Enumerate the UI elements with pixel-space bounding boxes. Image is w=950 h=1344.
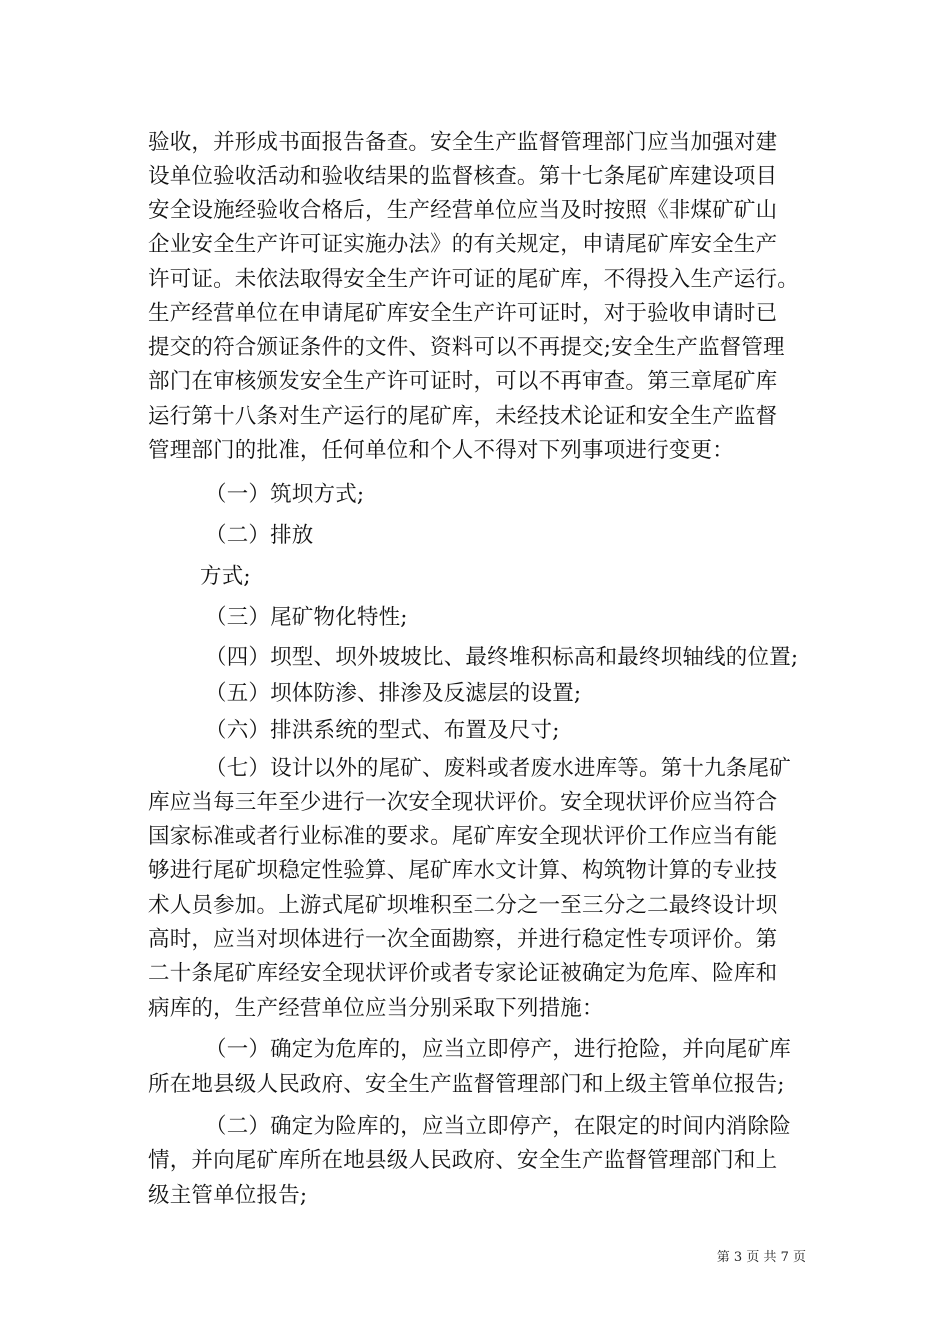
text-line: 设单位验收活动和验收结果的监督核查。第十七条尾矿库建设项目 bbox=[148, 164, 778, 189]
list-item: （一）确定为危库的，应当立即停产，进行抢险，并向尾矿库 bbox=[205, 1037, 791, 1062]
list-item: （二）确定为险库的，应当立即停产，在限定的时间内消除险 bbox=[205, 1114, 791, 1139]
text-line: 级主管单位报告; bbox=[148, 1183, 308, 1208]
text-line: 安全设施经验收合格后，生产经营单位应当及时按照《非煤矿矿山 bbox=[148, 198, 778, 223]
list-item: （五）坝体防渗、排渗及反滤层的设置; bbox=[205, 681, 582, 706]
list-item: （一）筑坝方式; bbox=[205, 482, 365, 507]
text-line: 情，并向尾矿库所在地县级人民政府、安全生产监督管理部门和上 bbox=[148, 1148, 778, 1173]
list-item: （三）尾矿物化特性; bbox=[205, 605, 408, 630]
list-item: （六）排洪系统的型式、布置及尺寸; bbox=[205, 718, 560, 743]
text-line: 运行第十八条对生产运行的尾矿库，未经技术论证和安全生产监督 bbox=[148, 404, 778, 429]
text-line: 验收，并形成书面报告备查。安全生产监督管理部门应当加强对建 bbox=[148, 130, 778, 155]
text-line: 企业安全生产许可证实施办法》的有关规定，申请尾矿库安全生产 bbox=[148, 232, 778, 257]
text-line: 够进行尾矿坝稳定性验算、尾矿库水文计算、构筑物计算的专业技 bbox=[148, 858, 778, 883]
list-item: （四）坝型、坝外坡坡比、最终堆积标高和最终坝轴线的位置; bbox=[205, 645, 799, 670]
text-line: 管理部门的批准，任何单位和个人不得对下列事项进行变更： bbox=[148, 438, 734, 463]
list-item: （七）设计以外的尾矿、废料或者废水进库等。第十九条尾矿 bbox=[205, 756, 791, 781]
text-line: 库应当每三年至少进行一次安全现状评价。安全现状评价应当符合 bbox=[148, 790, 778, 815]
text-line: 高时，应当对坝体进行一次全面勘察，并进行稳定性专项评价。第 bbox=[148, 927, 778, 952]
text-line: 提交的符合颁证条件的文件、资料可以不再提交;安全生产监督管理 bbox=[148, 335, 785, 360]
text-line: 所在地县级人民政府、安全生产监督管理部门和上级主管单位报告; bbox=[148, 1072, 785, 1097]
text-line: 方式; bbox=[200, 564, 251, 589]
text-line: 病库的，生产经营单位应当分别采取下列措施： bbox=[148, 996, 604, 1021]
text-line: 国家标准或者行业标准的要求。尾矿库安全现状评价工作应当有能 bbox=[148, 824, 778, 849]
text-line: 部门在审核颁发安全生产许可证时，可以不再审查。第三章尾矿库 bbox=[148, 369, 778, 394]
list-item: （二）排放 bbox=[205, 523, 314, 548]
text-line: 生产经营单位在申请尾矿库安全生产许可证时，对于验收申请时已 bbox=[148, 301, 778, 326]
text-line: 术人员参加。上游式尾矿坝堆积至二分之一至三分之二最终设计坝 bbox=[148, 893, 778, 918]
text-line: 二十条尾矿库经安全现状评价或者专家论证被确定为危库、险库和 bbox=[148, 961, 778, 986]
text-line: 许可证。未依法取得安全生产许可证的尾矿库，不得投入生产运行。 bbox=[148, 267, 800, 292]
page-number-footer: 第 3 页 共 7 页 bbox=[716, 1250, 806, 1265]
